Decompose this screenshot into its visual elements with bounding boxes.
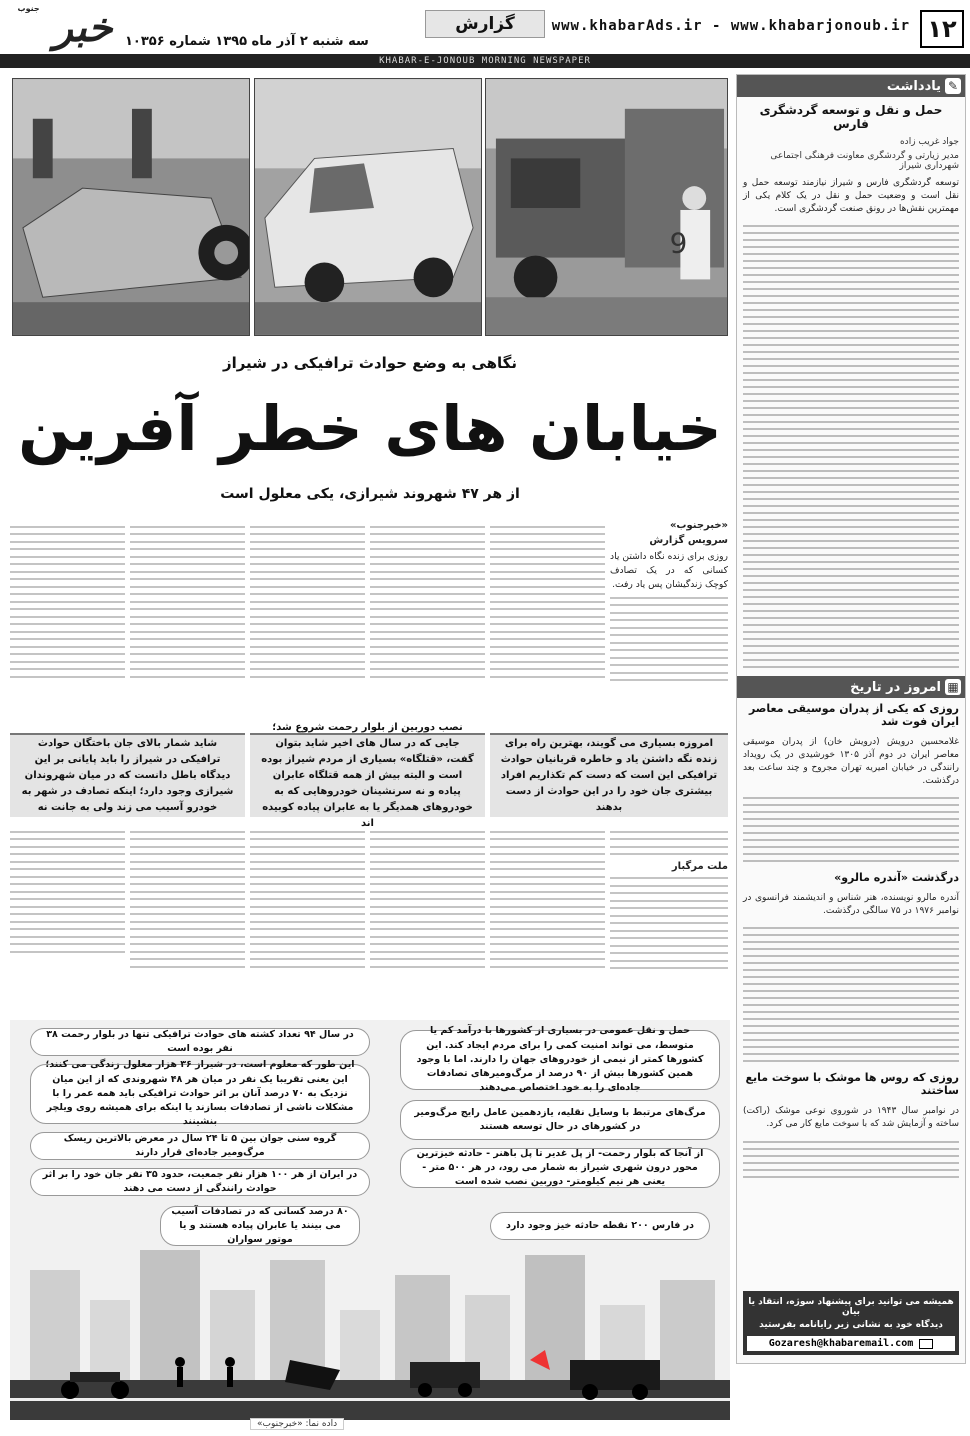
- logo-small-text: جنوب: [17, 4, 40, 13]
- pull-quote-2: نصب دوربین از بلوار رحمت شروع شد؛ جایی که در سال های اخیر شاید بتوان گفت، «قتلگاه» بسیاری از مردم شیراز بوده است و البته بیش از همه قتلگاه عابران پیاده و نه سرنشینان خودروهایی که به خودروهای همدیگر یا به عابران پیاده کوبیده اند: [250, 733, 485, 817]
- obituary-body-lines: [737, 927, 965, 1062]
- pen-icon: ✎: [945, 78, 961, 94]
- envelope-icon: [919, 1339, 933, 1349]
- dateline: سه شنبه ۲ آذر ماه ۱۳۹۵ شماره ۱۰۳۵۶: [125, 34, 369, 49]
- photo-car-crash: [254, 78, 482, 336]
- fact-iran-death-rate: در ایران از هر ۱۰۰ هزار نفر جمعیت، حدود ۳۵ نفر جان خود را بر اثر حوادث رانندگی از دست می دهند: [30, 1168, 370, 1196]
- obituary-intro: آندره مالرو نویسنده، هنر شناس و اندیشمند فرانسوی در نوامبر ۱۹۷۶ در ۷۵ سالگی درگذشت.: [743, 893, 959, 917]
- photo-overturned-car: [12, 78, 250, 336]
- fact-public-transport: حمل و نقل عمومی در بسیاری از کشورها با درآمد کم یا متوسط، می تواند امنیت کمی را برای مردم ایجاد کند. این کشورها کمتر از نیمی از خودروهای جهان را دارند. اما با وجود همین کشورها بیش از ۹۰ درصد از مرگ‌ومیرهای تصادفات جاده‌ای را به خود اختصاص می‌دهند: [400, 1030, 720, 1090]
- history-title: روزی که یکی از پدران موسیقی معاصر ایران فوت شد: [748, 702, 959, 729]
- article-column-2: [490, 520, 605, 725]
- section-label: گزارش: [425, 10, 545, 38]
- fact-disabled-count: این طور که معلوم است، در شیراز ۳۶ هزار معلول زندگی می کنند؛ این یعنی تقریبا یک نفر در میان هر ۴۸ شهروندی که از این میان نزدیک به ۷۰ درصد آنان بر اثر حوادث ترافیکی باید همه عمر را با مشکلات ناشی از تصادفات بسازند یا اینکه برای همیشه روی ویلچر بنشینند: [30, 1064, 370, 1124]
- note-title: حمل و نقل و توسعه گردشگری فارس: [759, 103, 943, 131]
- article-column-6: [10, 520, 125, 725]
- sidebar: [736, 74, 966, 1364]
- fact-young-age-group: گروه سنی جوان بین ۵ تا ۲۴ سال در معرض بالاترین ریسک مرگ‌ومیر جاده‌ای قرار دارند: [30, 1132, 370, 1160]
- contact-email-text[interactable]: Gozaresh@khabaremail.com: [768, 1338, 914, 1349]
- article-column-12: [10, 825, 125, 1015]
- car-crash-image: [255, 79, 481, 335]
- page-header: [0, 0, 970, 72]
- page-number: ۱۲: [920, 10, 964, 48]
- photo-truck-crash: [485, 78, 728, 336]
- history-body-lines: [737, 797, 965, 862]
- history-intro: غلامحسین درویش (درویش خان) از پدران موسیقی معاصر ایران در دوم آذر ۱۳۰۵ خورشیدی در یک رویداد رانندگی در خیابان امیریه تهران مجروح و چند ساعت بعد درگذشت.: [743, 737, 959, 787]
- note-body-lines: [737, 225, 965, 668]
- contact-ad-box: [743, 1291, 959, 1355]
- infographic-credit: داده نما: «خبرجنوب»: [250, 1418, 344, 1430]
- article-column-11: [130, 825, 245, 1015]
- note-author-role: مدیر زیارتی و گردشگری معاونت فرهنگی اجتماعی شهرداری شیراز: [770, 151, 959, 171]
- article-kicker: نگاهی به وضع حوادث ترافیکی در شیراز: [222, 354, 518, 372]
- newspaper-logo: [10, 4, 120, 52]
- contact-email[interactable]: [747, 1336, 955, 1351]
- fact-vehicle-deaths-rank: مرگ‌های مرتبط با وسایل نقلیه، یازدهمین عامل رایج مرگ‌ومیر در کشورهای در حال توسعه هستند: [400, 1100, 720, 1140]
- missile-intro: در نوامبر سال ۱۹۴۳ در شوروی نوعی موشک (راکت) ساخته و آزمایش شد که با سوخت مایع کار می کرد.: [743, 1106, 960, 1130]
- note-author-name: جواد غریب زاده: [899, 137, 959, 147]
- truck-crash-image: [486, 79, 727, 335]
- fact-rahmat-deaths: در سال ۹۴ تعداد کشته های حوادث ترافیکی تنها در بلوار رحمت ۳۸ نفر بوده است: [30, 1028, 370, 1056]
- fact-cameras-per-500m: از آنجا که بلوار رحمت- از پل غدیر تا پل باهنر - حادثه خیزترین محور درون شهری شیراز به شمار می رود، در هر ۵۰۰ متر - یعنی هر نیم کیلومتر- دوربین نصب شده است: [400, 1148, 720, 1188]
- article-column-8: [490, 825, 605, 1015]
- fact-pedestrians-motorcyclists: ۸۰ درصد کسانی که در تصادفات آسیب می بینند یا عابران پیاده هستند و یا موتور سواران: [160, 1206, 360, 1246]
- history-section-bar: [737, 676, 965, 698]
- article-column-5: [130, 520, 245, 725]
- obituary-title: درگذشت «آندره مالرو»: [834, 871, 959, 885]
- article-column-9: [370, 825, 485, 1015]
- article-column-4: [250, 520, 365, 725]
- article-subheadline: از هر ۴۷ شهروند شیرازی، یکی معلول است: [220, 486, 520, 502]
- article-headline: خیابان های خطر آفرین: [18, 392, 722, 465]
- note-intro: توسعه گردشگری فارس و شیراز نیازمند توسعه حمل و نقل است و وضعیت حمل و نقل در یک کلام یکی از مهمترین نقش‌ها در رونق صنعت گردشگری است.: [743, 178, 959, 215]
- pull-quote-1: امروزه بسیاری می گویند، بهترین راه برای زنده نگه داشتن یاد و خاطره قربانیان حوادث ترافیکی این است که دست کم تکذاریم افراد بیشتری جان خود را در این حوادث از دست بدهند: [490, 733, 728, 817]
- fact-accident-hotspots: در فارس ۲۰۰ نقطه حادثه خیز وجود دارد: [490, 1212, 710, 1240]
- ad-line-1: همیشه می توانید برای پیشنهاد سوژه، انتقاد یا بیان: [748, 1297, 954, 1317]
- logo-text: خبر: [53, 4, 113, 51]
- header-urls[interactable]: www.khabarAds.ir - www.khabarjonoub.ir: [551, 18, 910, 34]
- missile-title: روزی که روس ها موشک با سوخت مایع ساختند: [745, 1071, 959, 1098]
- tagline: KHABAR-E-JONOUB MORNING NEWSPAPER: [0, 54, 970, 68]
- ad-line-2: دیدگاه خود به نشانی زیر رایانامه بفرستید: [759, 1320, 943, 1330]
- calendar-icon: ▦: [945, 679, 961, 695]
- article-column-7: [610, 825, 728, 1015]
- byline-service: سرویس گزارش: [649, 535, 728, 546]
- missile-body-lines: [737, 1141, 965, 1178]
- infographic: [10, 1020, 730, 1420]
- column-1-intro: روزی برای زنده نگاه داشتن یاد کسانی که در یک تصادف کوچک زندگیشان پس یاد رفت.: [610, 551, 728, 590]
- column-subhead: ملت مرگبار: [671, 860, 728, 872]
- city-skyline-illustration: [10, 1250, 730, 1420]
- pull-quote-3: شاید شمار بالای جان باختگان حوادث ترافیکی در شیراز را باید پایانی بر این دیدگاه باطل دانست که در میان شهروندان شیرازی وجود دارد؛ اینکه تصادف در شهر به خودرو آسیب می زند ولی به جانت نه: [10, 733, 245, 817]
- byline-source: «خبرجنوب»: [669, 520, 728, 531]
- article-column-3: [370, 520, 485, 725]
- history-section-label: امروز در تاریخ: [850, 679, 941, 695]
- note-section-label: یادداشت: [886, 78, 941, 94]
- note-section-bar: [737, 75, 965, 97]
- overturned-car-image: [13, 79, 249, 335]
- svg-text:9: 9: [669, 226, 688, 260]
- article-column-10: [250, 825, 365, 1015]
- article-column-1: [610, 520, 728, 725]
